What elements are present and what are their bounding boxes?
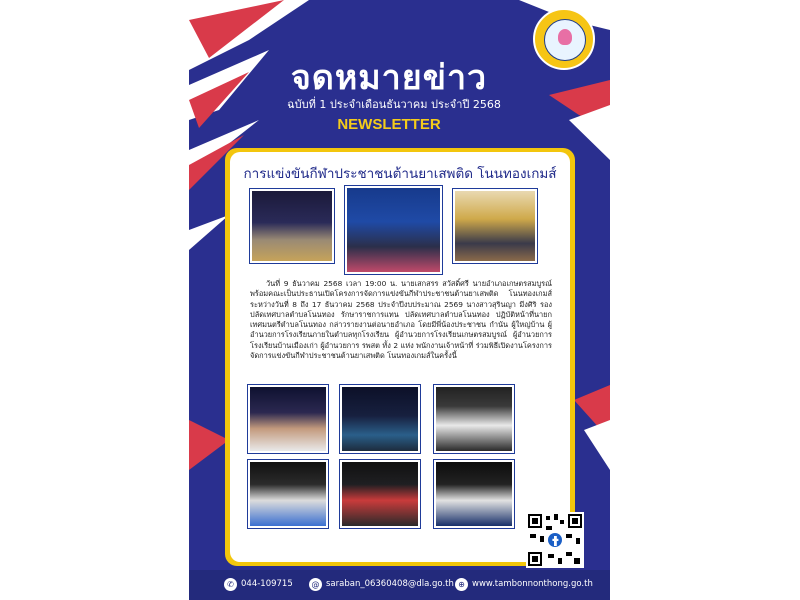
qr-code[interactable] <box>526 512 584 568</box>
newsletter-label: NEWSLETTER <box>337 116 441 133</box>
page-title: จดหมายข่าว <box>290 58 488 98</box>
issue-line: ฉบับที่ 1 ประจำเดือนธันวาคม ประจำปี 2568 <box>287 98 501 111</box>
article-card <box>230 152 570 562</box>
article-headline: การแข่งขันกีฬาประชาชนต้านยาเสพติด โนนทองเกมส์ <box>243 166 557 182</box>
newsletter-poster <box>189 0 610 600</box>
at-sign-icon: @ <box>309 578 322 591</box>
municipality-seal-logo <box>533 8 595 70</box>
event-photo <box>250 189 334 263</box>
event-photo <box>434 460 514 528</box>
event-photo <box>248 385 328 453</box>
phone-icon: ✆ <box>224 578 237 591</box>
globe-icon: ⊕ <box>455 578 468 591</box>
website-link[interactable]: www.tambonnonthong.go.th <box>472 579 593 589</box>
event-photo <box>248 460 328 528</box>
phone-number[interactable]: 044-109715 <box>241 579 293 589</box>
event-photo <box>453 189 537 263</box>
contact-footer <box>189 570 610 600</box>
email-address[interactable]: saraban_06360408@dla.go.th <box>326 579 454 589</box>
event-photo <box>345 186 442 274</box>
event-photo <box>340 385 420 453</box>
event-photo <box>340 460 420 528</box>
article-body: วันที่ 9 ธันวาคม 2568 เวลา 19:00 น. นายเสกสรร สวัสดิ์ศรี นายอำเภอเกษตรสมบูรณ์ พร้อมคณะเป็นประธานเปิดโครงการจัดการแข่งขันกีฬาประชาชนต้านยาเสพติด โนนทองเกมส์ ระหว่างวันที่ 8 ถึง 17 ธันวาคม 2568 ประจำปีงบประมาณ 2569 นางสาวสุรินญา มีงศิริ รองปลัดเทศบาลตำบลโนนทอง รักษาราชการแทน ปลัดเทศบาลตำบลโนนทอง ปฏิบัติหน้าที่นายกเทศมนตรีตำบลโนนทอง กล่าวรายงานต่อนายอำเภอ โดยมีพี่น้องประชาชน กำนัน ผู้ใหญ่บ้าน ผู้อำนวยการโรงเรียนภายในตำบลทุกโรงเรียน ผู้อำนวยการโรงเรียนเกษตรสมบูรณ์ ผู้อำนวยการโรงเรียนบ้านเมืองเก่า ผู้อำนวยการ รพสต ทั้ง 2 แห่ง พนักงานเจ้าหน้าที่ ร่วมพิธีเปิดงานโครงการจัดการแข่งขันกีฬาประชาชนต้านยาเสพติด โนนทองเกมส์ในครั้งนี้ <box>250 279 552 361</box>
event-photo <box>434 385 514 453</box>
